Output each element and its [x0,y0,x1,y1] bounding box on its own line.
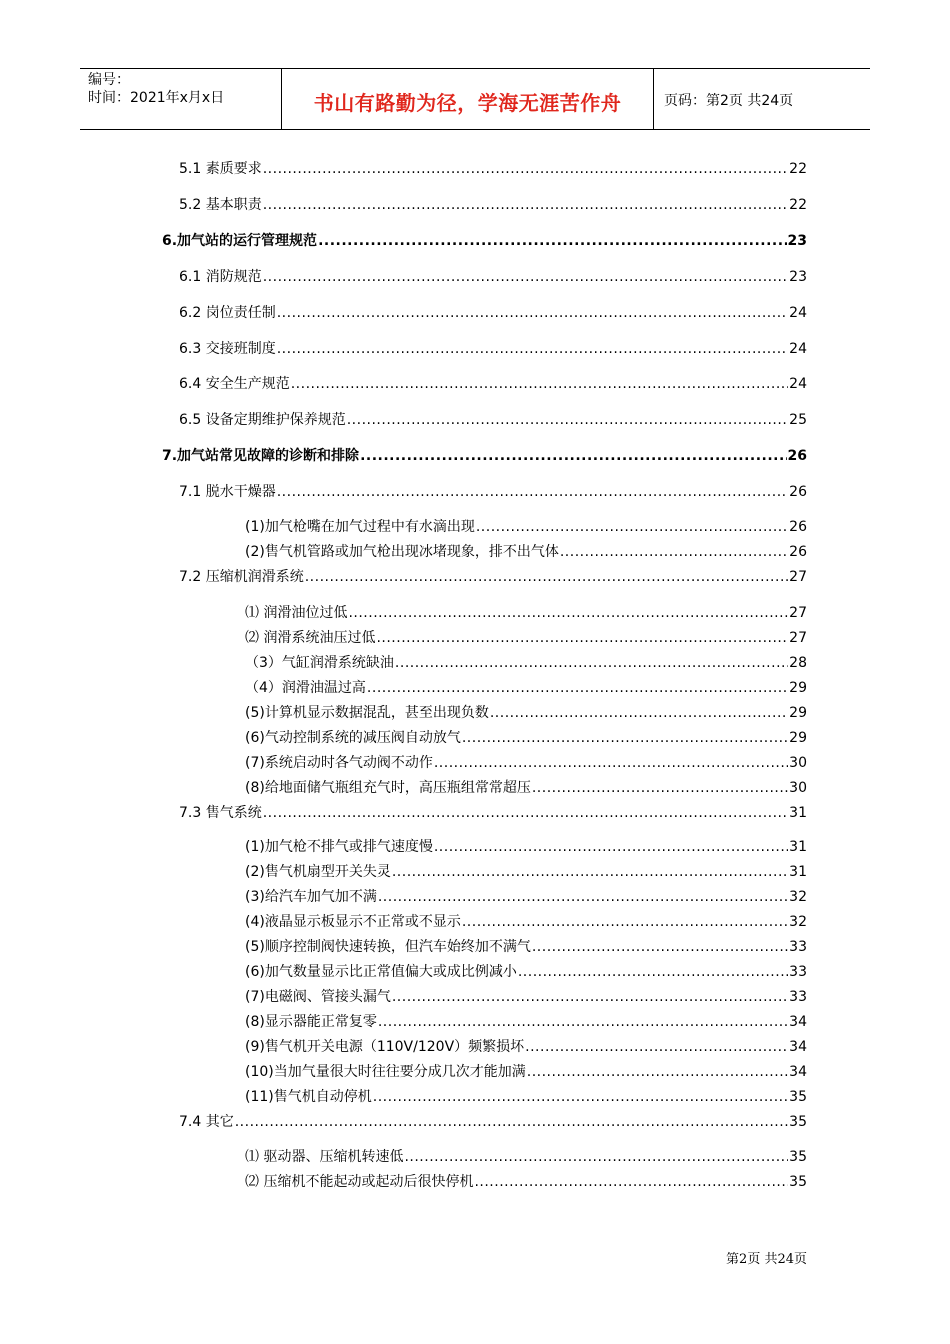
toc-leader [263,197,788,213]
toc-leader [373,1089,788,1105]
toc-entry-title: 5.2 基本职责 [179,197,262,213]
toc-entry[interactable] [245,752,807,772]
toc-entry[interactable] [245,861,807,881]
toc-entry-title: (7)系统启动时各气动阀不动作 [245,755,433,771]
toc-entry-title: 6.加气站的运行管理规范 [162,233,318,249]
toc-entry[interactable] [245,1036,807,1056]
toc-entry[interactable] [162,230,807,250]
toc-entry-page: 34 [789,1039,807,1055]
toc-entry-page: 30 [789,755,807,771]
toc-entry[interactable] [245,677,807,697]
page-footer: 第2页 共24页 [726,1252,807,1267]
toc-leader [518,964,788,980]
toc-entry-page: 31 [789,864,807,880]
toc-leader [367,680,788,696]
toc-entry-page: 34 [789,1064,807,1080]
toc-entry[interactable] [179,802,807,822]
header-motto: 书山有路勤为径，学海无涯苦作舟 [282,69,654,129]
toc-entry-title: (9)售气机开关电源（110V/120V）频繁损坏 [245,1039,525,1055]
toc-leader [263,805,788,821]
toc-entry-title: (5)计算机显示数据混乱，甚至出现负数 [245,705,489,721]
toc-leader [305,569,788,585]
toc-entry-title: (8)给地面储气瓶组充气时，高压瓶组常常超压 [245,780,531,796]
toc-leader [392,864,788,880]
toc-entry[interactable] [179,1111,807,1131]
toc-entry-title: 5.1 素质要求 [179,161,262,177]
header-meta [80,69,282,129]
toc-entry-page: 23 [789,269,807,285]
toc-entry-page: 30 [789,780,807,796]
toc-leader [476,519,788,535]
toc-entry-page: 28 [789,655,807,671]
toc-entry[interactable] [179,338,807,358]
toc-entry-title: (10)当加气量很大时往往要分成几次才能加满 [245,1064,526,1080]
toc-entry[interactable] [245,986,807,1006]
toc-entry-title: (6)加气数量显示比正常值偏大或成比例减小 [245,964,517,980]
toc-entry-page: 34 [789,1014,807,1030]
toc-entry-title: (4)液晶显示板显示不正常或不显示 [245,914,461,930]
toc-entry-page: 22 [789,161,807,177]
toc-entry-page: 35 [789,1089,807,1105]
toc-leader [277,341,788,357]
toc-entry[interactable] [179,481,807,501]
toc-entry[interactable] [245,627,807,647]
toc-entry-title: (8)显示器能正常复零 [245,1014,377,1030]
toc-entry[interactable] [245,1011,807,1031]
toc-entry-title: ⑵ 润滑系统油压过低 [245,630,376,646]
toc-entry[interactable] [245,911,807,931]
toc-entry-title: ⑴ 润滑油位过低 [245,605,348,621]
toc-leader [277,484,788,500]
toc-entry-title: （4）润滑油温过高 [245,680,366,696]
toc-entry-title: (1)加气枪不排气或排气速度慢 [245,839,433,855]
toc-entry[interactable] [245,1171,807,1191]
toc-entry[interactable] [245,961,807,981]
toc-entry[interactable] [179,409,807,429]
toc-leader [277,305,788,321]
toc-entry-page: 35 [789,1174,807,1190]
toc-leader [532,939,788,955]
toc-entry-page: 27 [789,630,807,646]
document-number-label: 编号： [88,72,130,88]
toc-entry-title: 6.5 设备定期维护保养规范 [179,412,346,428]
toc-leader [434,839,788,855]
toc-entry-page: 31 [789,839,807,855]
toc-entry[interactable] [245,1086,807,1106]
toc-entry-page: 31 [789,805,807,821]
toc-entry-title: 7.加气站常见故障的诊断和排除 [162,448,360,464]
toc-entry[interactable] [245,936,807,956]
document-date: 时间：2021年x月x日 [88,90,225,106]
toc-entry-page: 24 [789,305,807,321]
toc-entry-page: 33 [789,989,807,1005]
toc-entry-title: 6.2 岗位责任制 [179,305,276,321]
toc-leader [360,448,786,464]
toc-entry-title: 7.2 压缩机润滑系统 [179,569,304,585]
toc-leader [392,989,788,1005]
toc-entry-title: 7.3 售气系统 [179,805,262,821]
toc-entry-page: 24 [789,376,807,392]
toc-leader [235,1114,788,1130]
toc-leader [376,630,788,646]
toc-entry[interactable] [179,266,807,286]
toc-entry-page: 32 [789,889,807,905]
toc-entry[interactable] [245,652,807,672]
toc-entry-page: 24 [789,341,807,357]
toc-entry-title: (6)气动控制系统的减压阀自动放气 [245,730,461,746]
toc-leader [348,605,788,621]
toc-entry-title: ⑵ 压缩机不能起动或起动后很快停机 [245,1174,474,1190]
toc-entry[interactable] [179,302,807,322]
toc-entry[interactable] [245,516,807,536]
toc-leader [525,1039,788,1055]
toc-entry-title: (2)售气机管路或加气枪出现冰堵现象，排不出气体 [245,544,559,560]
toc-entry[interactable] [179,158,807,178]
toc-entry-page: 27 [789,605,807,621]
toc-entry-page: 25 [789,412,807,428]
toc-entry-page: 35 [789,1114,807,1130]
toc-entry-title: ⑴ 驱动器、压缩机转速低 [245,1149,404,1165]
toc-entry-page: 29 [789,730,807,746]
toc-leader [291,376,788,392]
toc-entry-title: (5)顺序控制阀快速转换，但汽车始终加不满气 [245,939,531,955]
toc-entry-title: (2)售气机扇型开关失灵 [245,864,391,880]
toc-entry-title: (1)加气枪嘴在加气过程中有水滴出现 [245,519,475,535]
toc-entry-page: 33 [789,964,807,980]
toc-entry[interactable] [245,541,807,561]
toc-entry-title: （3）气缸润滑系统缺油 [245,655,394,671]
toc-leader [462,730,788,746]
toc-leader [263,269,788,285]
toc-entry[interactable] [245,836,807,856]
toc-leader [263,161,788,177]
toc-entry[interactable] [162,445,807,465]
toc-entry-page: 29 [789,705,807,721]
toc-entry-page: 26 [787,448,807,464]
toc-entry-title: 6.4 安全生产规范 [179,376,290,392]
toc-entry-page: 32 [789,914,807,930]
toc-leader [378,1014,788,1030]
toc-leader [404,1149,788,1165]
toc-leader [378,889,788,905]
header-page-code: 页码：第2页 共24页 [664,93,794,109]
toc-entry[interactable] [245,702,807,722]
toc-entry-page: 22 [789,197,807,213]
toc-leader [474,1174,788,1190]
toc-entry[interactable] [245,1146,807,1166]
toc-entry-page: 35 [789,1149,807,1165]
toc-entry[interactable] [179,373,807,393]
toc-entry-title: 7.1 脱水干燥器 [179,484,276,500]
toc-entry-page: 27 [789,569,807,585]
toc-entry-page: 33 [789,939,807,955]
toc-entry-title: 6.3 交接班制度 [179,341,276,357]
toc-entry[interactable] [245,1061,807,1081]
toc-leader [395,655,788,671]
toc-leader [462,914,788,930]
toc-entry[interactable] [245,777,807,797]
toc-entry-title: 7.4 其它 [179,1114,234,1130]
toc-leader [347,412,788,428]
toc-entry-page: 23 [787,233,807,249]
toc-entry-page: 29 [789,680,807,696]
toc-entry[interactable] [245,886,807,906]
toc-leader [434,755,788,771]
toc-leader [532,780,788,796]
toc-entry-page: 26 [789,544,807,560]
toc-entry-title: (7)电磁阀、管接头漏气 [245,989,391,1005]
toc-entry-page: 26 [789,519,807,535]
toc-entry[interactable] [245,602,807,622]
toc-leader [527,1064,788,1080]
toc-entry[interactable] [179,194,807,214]
toc-entry-title: 6.1 消防规范 [179,269,262,285]
toc-entry[interactable] [245,727,807,747]
toc-leader [490,705,788,721]
page-header [80,68,870,130]
toc-entry[interactable] [179,566,807,586]
toc-leader [560,544,788,560]
toc-leader [318,233,786,249]
toc-entry-title: (3)给汽车加气加不满 [245,889,377,905]
toc-entry-title: (11)售气机自动停机 [245,1089,372,1105]
toc-entry-page: 26 [789,484,807,500]
